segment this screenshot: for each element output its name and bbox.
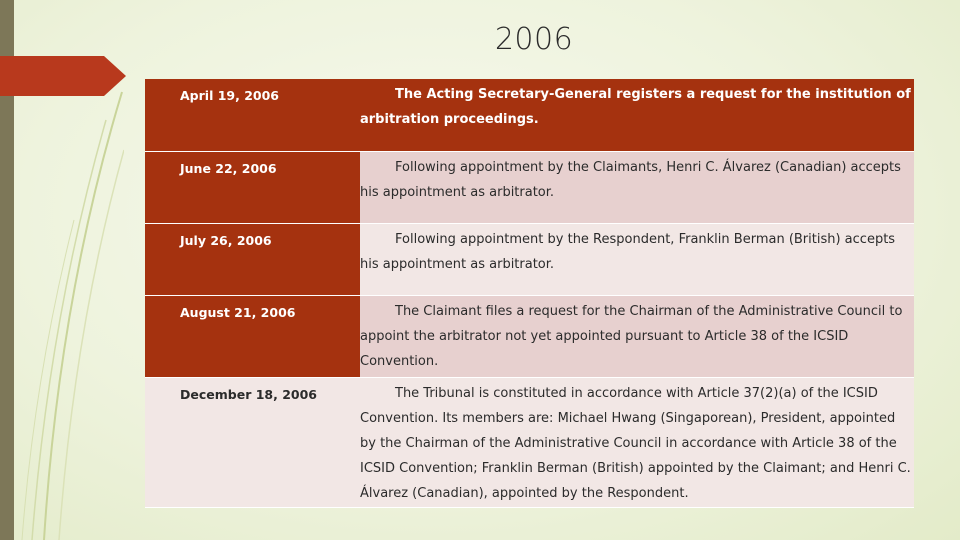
timeline-description-text: Following appointment by the Respondent, Franklin Berman (British) accepts his appointment as arbitrator.	[360, 231, 896, 272]
slide-title: 2006	[494, 22, 574, 57]
timeline-date: April 19, 2006	[145, 79, 360, 151]
timeline-date: June 22, 2006	[145, 151, 360, 223]
timeline-row	[145, 223, 914, 295]
timeline-description-text: Following appointment by the Claimants, Henri C. Álvarez (Canadian) accepts his appointment as arbitrator.	[360, 159, 901, 200]
timeline-description	[360, 151, 914, 223]
timeline-date: December 18, 2006	[145, 377, 360, 507]
timeline-description	[360, 295, 914, 377]
timeline-row	[145, 79, 914, 151]
timeline-date: July 26, 2006	[145, 223, 360, 295]
timeline-description	[360, 223, 914, 295]
timeline-description	[360, 377, 914, 507]
timeline-row	[145, 151, 914, 223]
timeline-description	[360, 79, 914, 151]
timeline-description-text: The Acting Secretary-General registers a request for the institution of arbitration proceedings.	[360, 87, 911, 127]
timeline-row	[145, 377, 914, 507]
title-arrow-tab	[0, 56, 126, 96]
timeline-row	[145, 295, 914, 377]
timeline-date: August 21, 2006	[145, 295, 360, 377]
timeline-description-text: The Claimant files a request for the Chairman of the Administrative Council to appoint the arbitrator not yet appointed pursuant to Article 38 of the ICSID Convention.	[360, 303, 903, 369]
timeline-description-text: The Tribunal is constituted in accordance with Article 37(2)(a) of the ICSID Convention. Its members are: Michael Hwang (Singaporean), President, appointed by the Chairman of the Administrative Council in accordance with Article 38 of the ICSID Convention; Franklin Berman (British) appointed by the Claimant; and Henri C. Álvarez (Canadian), appointed by the Respondent.	[360, 385, 911, 501]
timeline-table	[145, 79, 914, 508]
